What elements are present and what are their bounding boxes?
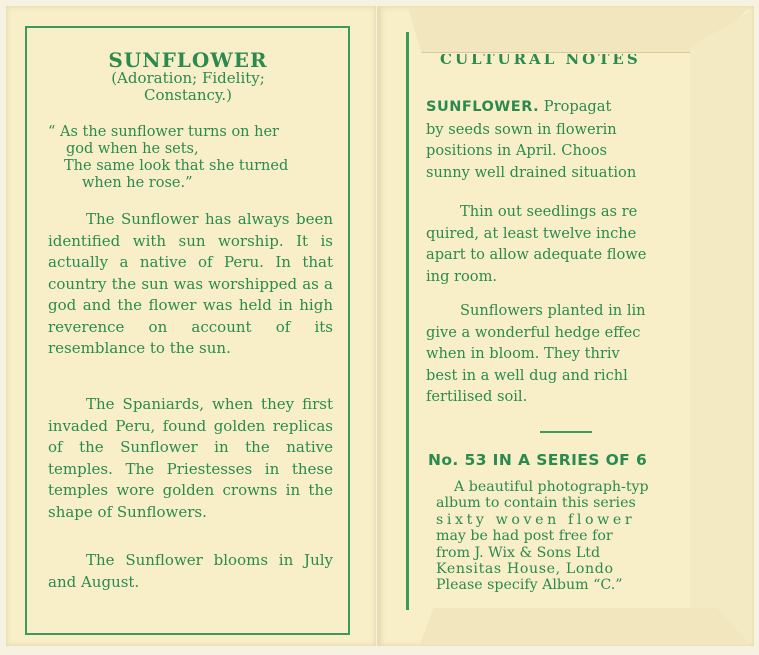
- series-number: No. 53 IN A SERIES OF 6: [428, 451, 648, 469]
- text-line: Thin out seedlings as re: [460, 203, 638, 220]
- text-line: album to contain this series: [436, 495, 636, 512]
- poem-line: “ As the sunflower turns on her: [48, 124, 279, 140]
- album-offer: [436, 479, 694, 594]
- poem-line: when he rose.”: [82, 175, 193, 191]
- section-divider: [540, 431, 592, 433]
- right-frame-border: [406, 32, 409, 610]
- text-line: when in bloom. They thriv: [426, 345, 620, 362]
- text-line: by seeds sown in flowerin: [426, 120, 617, 138]
- propagation-paragraph: [426, 96, 694, 183]
- envelope-flap-bottom: [420, 608, 750, 644]
- envelope-flap-right: [690, 10, 752, 642]
- text-line: quired, at least twelve inche: [426, 224, 637, 242]
- hedge-paragraph: [426, 300, 694, 408]
- text-line: A beautiful photograph-typ: [454, 479, 649, 495]
- text-line: fertilised soil.: [426, 388, 528, 405]
- text-line: apart to allow adequate flowe: [426, 246, 647, 263]
- description-paragraph: The Sunflower has always been identified with sun worship. It is actually a native of Peru. In that country the sun was worshipped as a god and the flower was held in high reverence on account of its resemblance to the sun.: [48, 210, 333, 357]
- text-line: sunny well drained situation: [426, 163, 637, 181]
- flower-meaning: [30, 70, 346, 104]
- text-line: positions in April. Choos: [426, 142, 607, 159]
- poem-line: god when he sets,: [66, 141, 199, 157]
- text-line: may be had post free for: [436, 528, 613, 545]
- cultural-notes-heading: CULTURAL NOTES: [440, 54, 641, 66]
- meaning-line-2: Constancy.): [143, 86, 232, 104]
- bloom-paragraph: The Sunflower blooms in July and August.: [48, 551, 333, 591]
- text-line: Please specify Album “C.”: [436, 577, 623, 594]
- text-line: give a wonderful hedge effec: [426, 323, 641, 341]
- poem-line: The same look that she turned: [64, 158, 289, 174]
- text-line: Propagat: [539, 98, 612, 115]
- text-line: from J. Wix & Sons Ltd: [436, 544, 601, 561]
- history-paragraph: The Spaniards, when they first invaded Peru, found golden replicas of the Sunflower in the native temples. The Priestesses in these temples wore golden crowns in the shape of Sunflowers.: [48, 395, 333, 521]
- flower-title: SUNFLOWER: [108, 48, 268, 72]
- poem-quote: [48, 124, 338, 192]
- thinning-paragraph: [426, 201, 694, 287]
- meaning-line-1: (Adoration; Fidelity;: [111, 69, 265, 87]
- text-line: ing room.: [426, 267, 498, 285]
- text-line: Kensitas House, Londo: [436, 561, 614, 578]
- sunflower-heading: SUNFLOWER.: [426, 99, 540, 115]
- text-line: sixty woven flower: [436, 511, 636, 528]
- text-line: Sunflowers planted in lin: [460, 302, 646, 319]
- text-line: best in a well dug and richl: [426, 366, 628, 384]
